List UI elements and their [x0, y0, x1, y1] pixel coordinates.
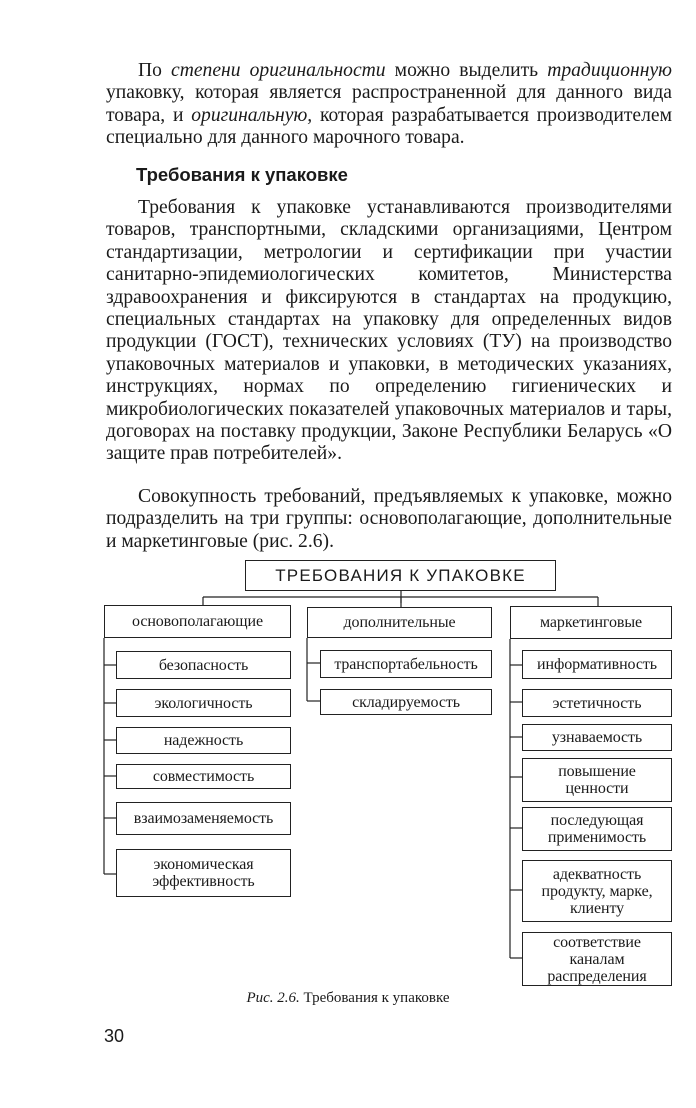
requirement-box: складируемость [320, 689, 492, 715]
page-number: 30 [104, 1026, 125, 1046]
section-heading: Требования к упаковке [136, 164, 348, 185]
figure-title: Требования к упаковке [299, 990, 450, 1006]
requirement-box: безопасность [116, 651, 291, 679]
text-run: которая разрабатывается производителем специально для данного марочного товара. [106, 104, 672, 149]
requirement-box: транспортабельность [320, 650, 492, 678]
requirement-box: информативность [522, 650, 672, 679]
group-header-basic: основополагающие [104, 605, 291, 638]
requirement-box: эстетичность [522, 689, 672, 717]
requirement-box: совместимость [116, 764, 291, 789]
group-header-marketing: маркетинговые [510, 606, 672, 639]
root-box: ТРЕБОВАНИЯ К УПАКОВКЕ [245, 560, 556, 591]
figure-number: Рис. 2.6. [246, 990, 300, 1006]
italic-term: традиционную [547, 60, 672, 81]
requirement-box: повышение ценности [522, 758, 672, 802]
requirement-box: взаимозаменяемость [116, 802, 291, 835]
text-run: можно выделить [385, 60, 548, 81]
italic-term: оригинальную, [191, 104, 313, 126]
paragraph-groups: Совокупность требований, предъявляемых к упаковке, можно подразделить на три группы: основополагающие, дополнительные и маркетинговые (рис. 2.6). [106, 486, 672, 552]
text-run: По [138, 60, 172, 81]
figure-caption [0, 990, 696, 1007]
requirement-box: экономическая эффективность [116, 849, 291, 897]
requirement-box: соответствие каналам распределения [522, 932, 672, 986]
paragraph-requirements: Требования к упаковке устанавливаются производителями товаров, транспортными, складскими организациями, Центром стандартизации, метрологии и сертификации при участии санитарно-эпидемиологических комитетов, Министерства здравоохранения и фиксируются в стандартах на продукцию, специальных стандартах на упаковку для определенных видов продукции (ГОСТ), технических условиях (ТУ) на производство упаковочных материалов и упаковки, в методических указаниях, инструкциях, нормах по определению гигиенических и микробиологических показателей упаковочных материалов и тары, договорах на поставку продукции, Законе Республики Беларусь «О защите прав потребителей». [106, 197, 672, 465]
group-header-additional: дополнительные [307, 607, 492, 638]
requirement-box: надежность [116, 727, 291, 754]
requirement-box: адекватность продукту, марке, клиенту [522, 860, 672, 922]
text-run: упаковку, которая является распространенной для данного вида товара, и [106, 82, 672, 126]
requirement-box: последующая применимость [522, 807, 672, 851]
requirement-box: экологичность [116, 689, 291, 717]
requirement-box: узнаваемость [522, 724, 672, 751]
italic-term: степени оригинальности [171, 60, 386, 81]
